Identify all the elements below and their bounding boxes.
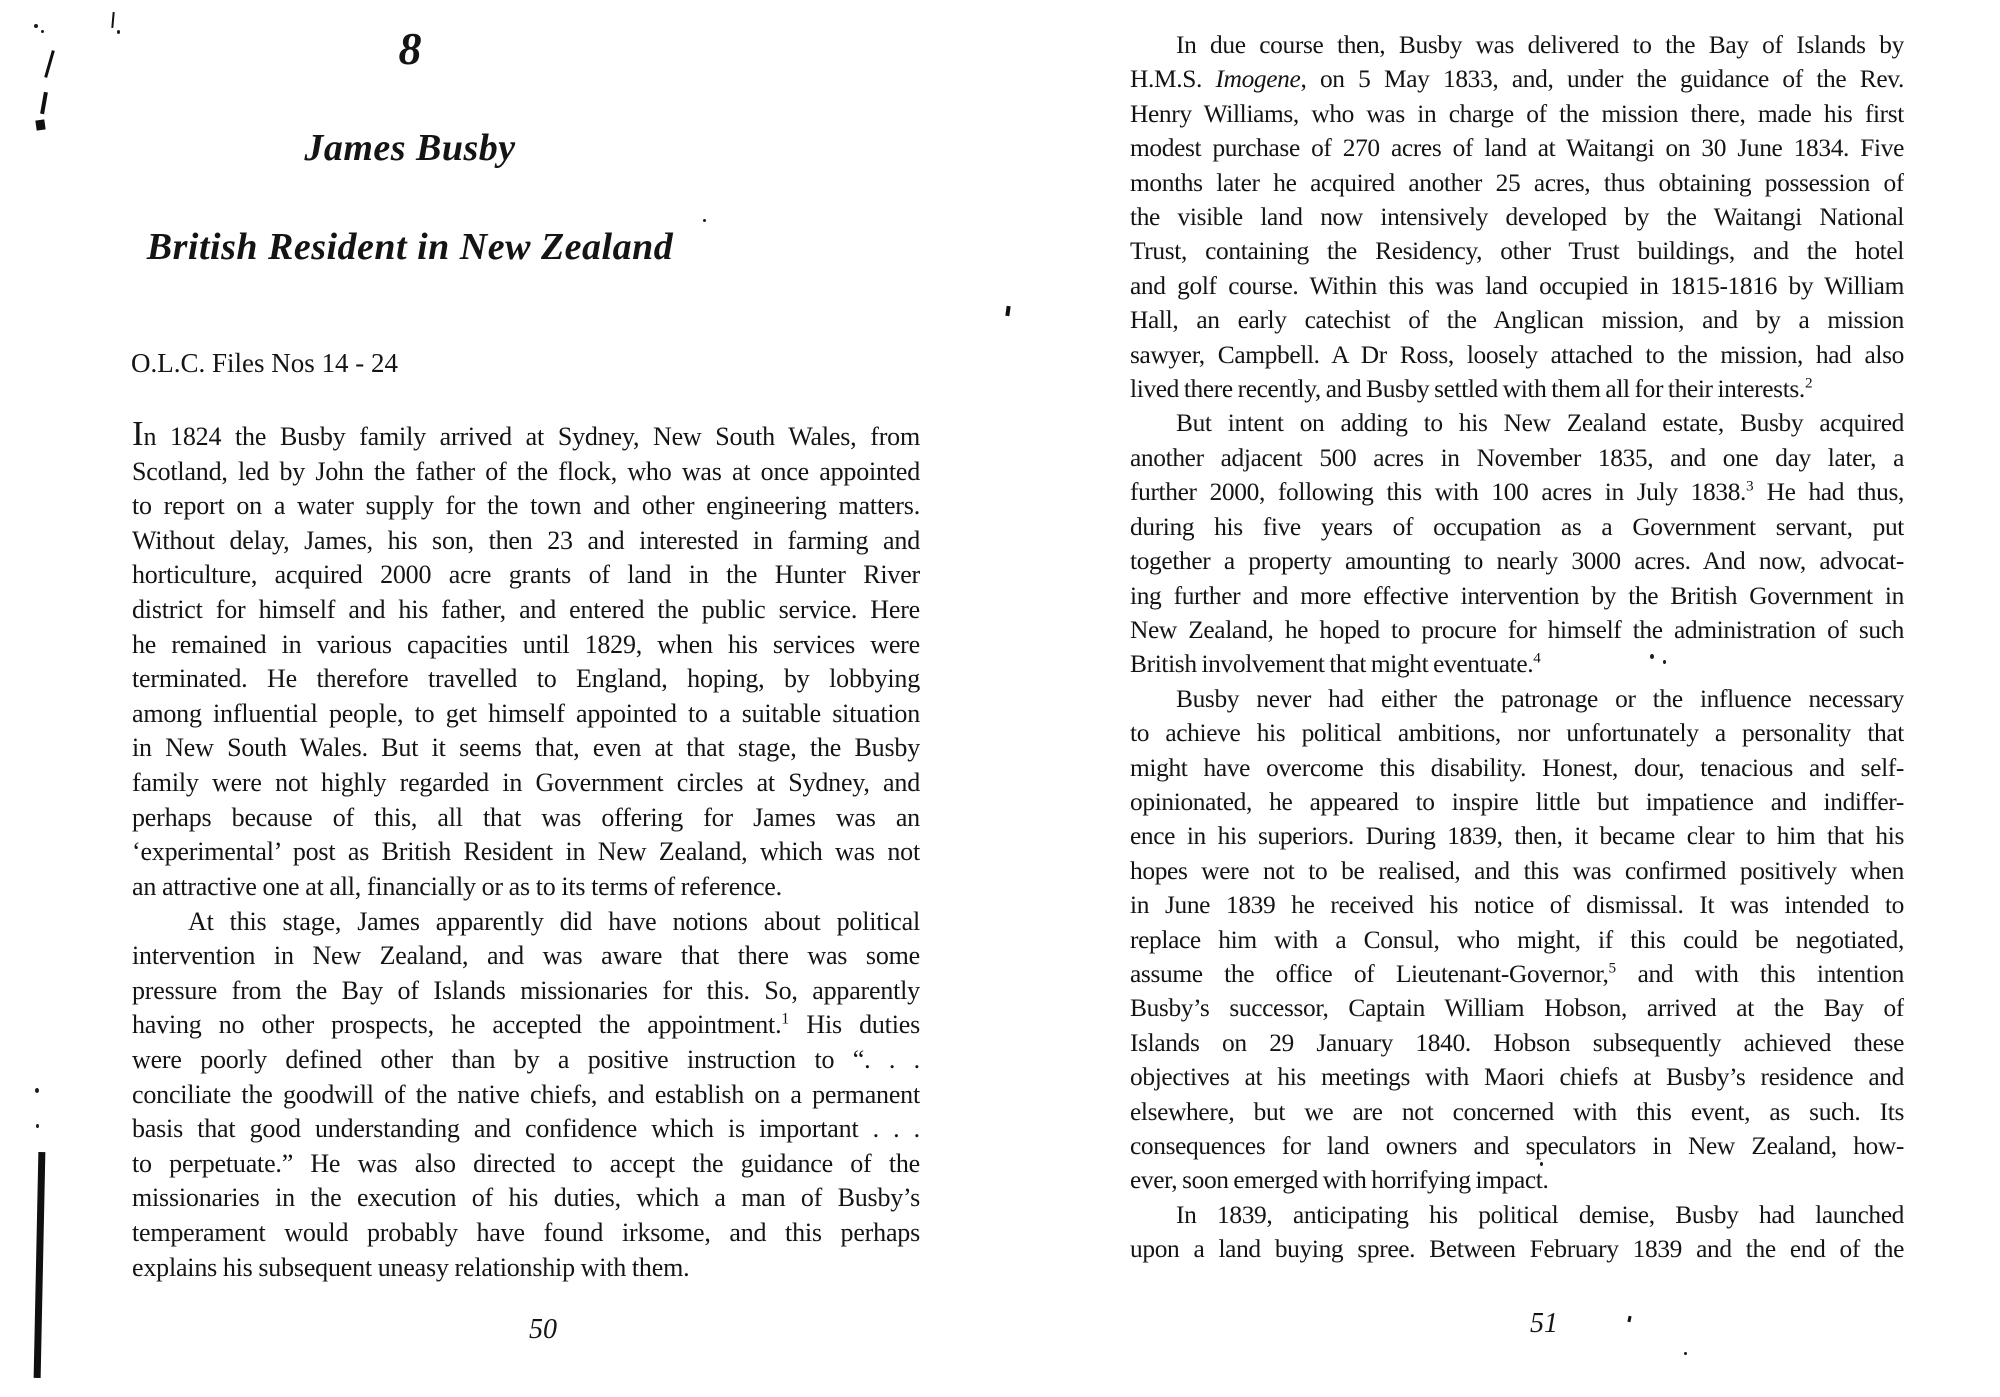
text-line: Scotland, led by John the father of the flock, who was at once appointed (132, 456, 920, 486)
scan-artifact-speck (1650, 654, 1654, 659)
text-line: At this stage, James apparently did have notions about political (188, 906, 920, 936)
text-line: ence in his superiors. During 1839, then, it became clear to him that his (1130, 822, 1904, 851)
text-line: assume the office of Lieutenant-Governor,$^5$ and with this intention (1130, 959, 1904, 988)
text-line: upon a land buying spree. Between February 1839 and the end of the (1130, 1235, 1904, 1264)
text-line: perhaps because of this, all that was offering for James was an (132, 802, 920, 832)
footnote-reference: 4 (1533, 650, 1541, 667)
scan-artifact-speck (1663, 660, 1666, 664)
text-line: ever, soon emerged with horrifying impact. (1130, 1166, 1549, 1195)
scan-artifact-speck (1684, 1352, 1687, 1355)
text-line: the visible land now intensively developed by the Waitangi National (1130, 203, 1904, 232)
text-line: another adjacent 500 acres in November 1835, and one day later, a (1130, 443, 1904, 472)
text-line: and golf course. Within this was land occupied in 1815-1816 by William (1130, 271, 1904, 300)
text-line: pressure from the Bay of Islands missionaries for this. So, apparently (132, 975, 920, 1005)
lead-capital: I (132, 414, 144, 453)
scan-artifact-speck (34, 24, 38, 28)
text-line: to report on a water supply for the town and other engineering matters. (132, 491, 920, 521)
text-line: Islands on 29 January 1840. Hobson subsequently achieved these (1130, 1028, 1904, 1057)
text-line: among influential people, to get himself appointed to a suitable situation (132, 698, 920, 728)
text-line: In due course then, Busby was delivered to the Bay of Islands by (1176, 31, 1904, 59)
text-line: explains his subsequent uneasy relationship with them. (132, 1252, 690, 1282)
scan-artifact-speck (703, 219, 706, 222)
text-line: he remained in various capacities until 1829, when his services were (132, 629, 920, 659)
text-line: Busby never had either the patronage or the influence necessary (1176, 684, 1904, 713)
text-line: ‘experimental’ post as British Resident in New Zealand, which was not (132, 837, 920, 867)
chapter-title: James Busby (304, 127, 516, 169)
text-line: district for himself and his father, and entered the public service. Here (132, 595, 920, 625)
chapter-number: 8 (398, 23, 422, 74)
text-line: But intent on adding to his New Zealand estate, Busby acquired (1176, 409, 1904, 438)
text-line: Henry Williams, who was in charge of the mission there, made his first (1130, 99, 1904, 128)
scan-artifact-mark (35, 119, 45, 130)
scan-artifact-speck (117, 30, 120, 34)
scan-artifact-mark (34, 1152, 46, 1378)
text-line: British involvement that might eventuate.$^4$ (1130, 650, 1541, 679)
file-reference: O.L.C. Files Nos 14 - 24 (131, 348, 399, 378)
text-line: sawyer, Campbell. A Dr Ross, loosely attached to the mission, had also (1130, 340, 1904, 369)
text-line: months later he acquired another 25 acres, thus obtaining possession of (1130, 168, 1904, 197)
text-line: an attractive one at all, financially or as to its terms of reference. (132, 871, 782, 901)
text-line: basis that good understanding and confidence which is important . . . (132, 1114, 920, 1144)
text-line: replace him with a Consul, who might, if this could be negotiated, (1130, 925, 1904, 954)
text-line: having no other prospects, he accepted the appointment.$^1$ His duties (132, 1010, 920, 1040)
text-line: In 1824 the Busby family arrived at Sydney, New South Wales, from (132, 414, 920, 453)
text-line: opinionated, he appeared to inspire little but impatience and indiffer- (1130, 787, 1904, 816)
text-line: to achieve his political ambitions, nor unfortunately a personality that (1130, 719, 1904, 748)
text-line: family were not highly regarded in Government circles at Sydney, and (132, 768, 920, 798)
text-line: lived there recently, and Busby settled with them all for their interests.$^2$ (1130, 375, 1813, 404)
text-line: conciliate the goodwill of the native chiefs, and establish on a permanent (132, 1079, 920, 1109)
text-line: ing further and more effective intervention by the British Government in (1130, 581, 1904, 610)
text-line: missionaries in the execution of his duties, which a man of Busby’s (132, 1183, 920, 1213)
scan-artifact-mark (1005, 306, 1010, 316)
text-line: New Zealand, he hoped to procure for himself the administration of such (1130, 615, 1904, 644)
text-line: might have overcome this disability. Honest, dour, tenacious and self- (1130, 753, 1904, 782)
right-page-body (1130, 31, 1904, 1270)
text-line: to perpetuate.” He was also directed to accept the guidance of the (132, 1148, 920, 1178)
footnote-reference: 1 (781, 1010, 790, 1028)
scan-artifact-speck (41, 30, 44, 33)
italic-ship-name: Imogene (1215, 65, 1301, 94)
text-line: modest purchase of 270 acres of land at Waitangi on 30 June 1834. Five (1130, 134, 1904, 163)
text-line: further 2000, following this with 100 acres in July 1838.$^3$ He had thus, (1130, 478, 1904, 507)
text-line: hopes were not to be realised, and this was confirmed positively when (1130, 856, 1904, 885)
text-line: elsewhere, but we are not concerned with this event, as such. Its (1130, 1097, 1904, 1126)
scan-artifact-mark (1627, 1316, 1631, 1322)
text-line: Without delay, James, his son, then 23 and interested in farming and (132, 525, 920, 555)
text-line: were poorly defined other than by a positive instruction to “. . . (132, 1044, 920, 1074)
text-line: objectives at his meetings with Maori chiefs at Busby’s residence and (1130, 1063, 1904, 1092)
text-line: In 1839, anticipating his political demise, Busby had launched (1176, 1200, 1904, 1229)
scan-artifact-speck (36, 1124, 39, 1128)
text-line: consequences for land owners and speculators in New Zealand, how- (1130, 1132, 1904, 1160)
chapter-subtitle: British Resident in New Zealand (146, 226, 674, 268)
text-line: terminated. He therefore travelled to England, hoping, by lobbying (132, 664, 920, 694)
text-line: Trust, containing the Residency, other Trust buildings, and the hotel (1130, 237, 1904, 266)
page-number-left: 50 (529, 1314, 557, 1345)
scan-artifact-mark (40, 92, 47, 114)
scan-artifact-speck (35, 1088, 39, 1093)
scan-artifact-mark (44, 50, 55, 78)
footnote-reference: 2 (1804, 375, 1813, 392)
text-line: Hall, an early catechist of the Anglican mission, and by a mission (1130, 306, 1904, 335)
text-line: horticulture, acquired 2000 acre grants of land in the Hunter River (132, 560, 920, 590)
footnote-reference: 5 (1608, 959, 1617, 977)
page-number-right: 51 (1530, 1308, 1558, 1339)
text-line: together a property amounting to nearly 3000 acres. And now, advocat- (1130, 547, 1904, 576)
text-line: temperament would probably have found irksome, and this perhaps (132, 1218, 920, 1248)
text-line: in June 1839 he received his notice of dismissal. It was intended to (1130, 891, 1904, 920)
left-page-body (132, 414, 920, 1287)
text-line: H.M.S. Imogene, on 5 May 1833, and, under the guidance of the Rev. (1130, 65, 1904, 94)
text-line: in New South Wales. But it seems that, even at that stage, the Busby (132, 733, 920, 763)
text-line: Busby’s successor, Captain William Hobson, arrived at the Bay of (1130, 994, 1904, 1023)
footnote-reference: 3 (1746, 478, 1754, 495)
text-line: during his five years of occupation as a Government servant, put (1130, 512, 1904, 541)
scan-artifact-speck (1540, 1162, 1543, 1166)
text-line: intervention in New Zealand, and was aware that there was some (132, 941, 920, 971)
